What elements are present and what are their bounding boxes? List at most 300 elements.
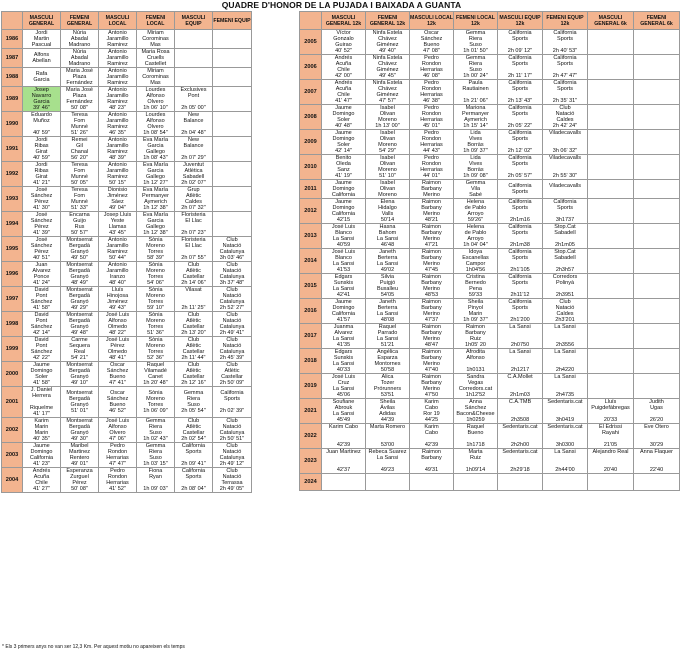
table-row xyxy=(2,237,252,262)
year-cell: 2012 xyxy=(300,199,322,224)
result-cell: California Sports xyxy=(498,180,543,199)
result-cell: José Sánchez Pérez 41' 39" xyxy=(23,212,61,237)
result-cell: Rebeca Suarez La Sansi 49'23 xyxy=(366,449,410,474)
result-cell: California Sports 2h1m16 xyxy=(498,199,543,224)
result-cell: California Sports 2h 09' 12" xyxy=(498,30,543,55)
result-cell: Corredors Polinyà 2h3951 xyxy=(543,274,588,299)
result-cell xyxy=(175,68,213,87)
result-cell: Raquel Bueno 1h1718 xyxy=(454,424,498,449)
result-cell: Isabel Olivan Moreno 1h 13' 00" xyxy=(366,105,410,130)
result-cell: Dionisio Jiménez Sáez 49' 04" xyxy=(99,187,137,212)
result-cell: Ninfa Estela Chávez Giménez 49' 45" xyxy=(366,55,410,80)
result-cell: Eve Otero 30'29 xyxy=(634,424,680,449)
table-row xyxy=(2,262,252,287)
result-cell: Club Natació Terrassa 2h 49' 05" xyxy=(213,468,252,493)
result-cell: Alfons Abellan xyxy=(23,49,61,68)
result-cell: José Sánchez Pérez 40' 51" xyxy=(23,237,61,262)
result-cell: Raimon Barbany Merino 47'21 xyxy=(410,224,454,249)
result-cell: Rafa Garcia xyxy=(23,68,61,87)
result-cell: Anna Sánchez Bacon&Cheese 1h0259 xyxy=(454,399,498,424)
result-cell: Exclusives Pont 2h 05' 00" xyxy=(175,87,213,112)
result-cell: La Sansi 2h44'00 xyxy=(543,449,588,474)
result-cell: Montserrat Bergadà Granyó 51' 01" xyxy=(61,387,99,418)
result-cell: Sònia Moreno Torres 54' 06" xyxy=(137,262,175,287)
result-cell: Antonio Jaramillo Ramirez 48' 23" xyxy=(99,87,137,112)
result-cell: J. Daniel Herrera Riquelme 41' 17" xyxy=(23,387,61,418)
result-cell: Karim Cabo 42'39 xyxy=(410,424,454,449)
result-cell: Cristina Bernedo Pena 59'33 xyxy=(454,274,498,299)
result-cell: Antonio Jaramillo Iranzo 48' 40" xyxy=(99,262,137,287)
table-row xyxy=(300,130,680,155)
result-cell: Montserrat Bergadà Granyó 48' 49" xyxy=(61,262,99,287)
result-cell: Soufiane Abrouk La Sansi 45'49 xyxy=(322,399,366,424)
result-cell: Marta Romero 53'00 xyxy=(366,424,410,449)
result-cell: Stop.Cat Sabadell 2h1m05 xyxy=(543,224,588,249)
result-cell xyxy=(634,374,680,399)
result-cell: Gemma Riera Suso 1h 02' 43" xyxy=(137,418,175,443)
result-cell: Gemma Riera Suso 1h 03' 15" xyxy=(137,443,175,468)
result-cell: Raimon Barbany Ruiz 1h05' 20 xyxy=(454,324,498,349)
result-cell: C.A.Mollet 2h1m03 xyxy=(498,374,543,399)
result-cell: Sedentaris.cat 2h2h00 xyxy=(498,424,543,449)
result-cell: Viladecavalls 3h 06' 32" xyxy=(543,130,588,155)
result-cell: Jaume Domingo Soler 42' 14" xyxy=(322,130,366,155)
result-cell: Sheila Ávilas Adidas 44'39 xyxy=(366,399,410,424)
result-cell xyxy=(454,474,498,491)
table-row xyxy=(300,249,680,274)
result-cell: Miriam Corominas Mas xyxy=(137,30,175,49)
result-cell: Raimon Barbany Merino 47'50 xyxy=(410,374,454,399)
result-cell xyxy=(634,30,680,55)
result-cell: Remei Gil Chanal 56' 20" xyxy=(61,137,99,162)
year-cell: 1988 xyxy=(2,68,23,87)
result-cell: Alejandro Real 20'40 xyxy=(588,449,634,474)
year-cell: 2000 xyxy=(2,362,23,387)
result-cell xyxy=(213,137,252,162)
result-cell: Karim Marin Marin 40' 35" xyxy=(23,418,61,443)
result-cell xyxy=(213,112,252,137)
result-cell: Karim Cabo Ror 19 44'25 xyxy=(410,399,454,424)
result-cell: Antonio Jaramillo Ramirez xyxy=(99,68,137,87)
result-cell: Jaume Domingo California xyxy=(322,180,366,199)
result-cell: Fiona Ryan 1h 09' 03" xyxy=(137,468,175,493)
result-cell: Maria José Plaza Fernández xyxy=(61,68,99,87)
result-cell xyxy=(543,474,588,491)
result-cell: New Balance 2h 07' 29" xyxy=(175,137,213,162)
result-cell xyxy=(588,224,634,249)
result-cell: Raquel Parrado La Sansi 51'21 xyxy=(366,324,410,349)
result-cell xyxy=(213,87,252,112)
result-cell: Ninfa Estela Chávez Giménez 47' 57" xyxy=(366,80,410,105)
result-cell: Floristeria El Llac 2h 07' 55" xyxy=(175,237,213,262)
result-cell: C.A.TMB 2h3508 xyxy=(498,399,543,424)
result-cell: Maria José Plaza Fernández 50' 08" xyxy=(61,87,99,112)
table-row xyxy=(2,287,252,312)
result-cell: Andrés Acuña Chile 42' 00" xyxy=(322,55,366,80)
result-cell: Raimon Barbany Merino 47'37 xyxy=(410,299,454,324)
result-cell: California Sports 2h1'105 xyxy=(498,249,543,274)
result-cell: Club Natació Catalunya 2h 49' 12" xyxy=(213,443,252,468)
result-cell: Gemma Vila Sabé xyxy=(454,180,498,199)
result-cell: Raimon Barbany Merino 48'47 xyxy=(410,324,454,349)
table-row xyxy=(300,424,680,449)
year-cell: 1993 xyxy=(2,187,23,212)
result-cell xyxy=(634,274,680,299)
result-cell: Lourdes Alfonso Olvero 1h 06' 10" xyxy=(137,87,175,112)
result-cell: Idoya Escanellas Campor 1h04'56 xyxy=(454,249,498,274)
result-cell: Encarna Guijo Rus 50' 57" xyxy=(61,212,99,237)
result-cell: Janeth Berterra La Sansi 48'08 xyxy=(366,299,410,324)
result-cell: Club Atlètic Castellar 2h 11' 44" xyxy=(175,337,213,362)
table-row xyxy=(2,87,252,112)
result-cell: Sandra Vegas Corredors.cat 1h12'52 xyxy=(454,374,498,399)
table-row xyxy=(300,474,680,491)
result-cell: José Luis Alfonso Olvero 47' 06" xyxy=(99,418,137,443)
result-cell xyxy=(588,155,634,180)
result-cell: Karim Cabo 42'39 xyxy=(322,424,366,449)
year-cell: 2018 xyxy=(300,349,322,374)
year-cell: 1997 xyxy=(2,287,23,312)
table-row xyxy=(2,187,252,212)
result-cell xyxy=(634,249,680,274)
column-header: FEMENI GENERAL xyxy=(61,12,99,30)
result-cell: David Pont Sánchez 41' 58" xyxy=(23,287,61,312)
result-cell xyxy=(588,249,634,274)
year-cell: 2009 xyxy=(300,130,322,155)
result-cell: Raquel Vilamadé Canet 1h 20' 48" xyxy=(137,362,175,387)
result-cell xyxy=(366,474,410,491)
table-row xyxy=(300,180,680,199)
year-cell: 2007 xyxy=(300,80,322,105)
result-cell: Club Atlètic Castellar 2h 50' 09" xyxy=(213,362,252,387)
result-cell: Maria Rosa Cruells Castellet xyxy=(137,49,175,68)
result-cell: Lida Vives Borràs 1h 09' 08" xyxy=(454,155,498,180)
year-cell: 2021 xyxy=(300,399,322,424)
result-cell: Oscar Sánchez Bueno 47' 41" xyxy=(99,362,137,387)
result-cell xyxy=(588,80,634,105)
result-cell: Raimon Barbany Merino 48'21 xyxy=(410,199,454,224)
result-cell: California Sports 2h11'12 xyxy=(498,274,543,299)
result-cell xyxy=(634,80,680,105)
result-cell: Jordi Ribas Girat 40' 59" xyxy=(23,137,61,162)
result-cell: Sedentaris.cat 3h0419 xyxy=(543,399,588,424)
result-cell: Silvia Puigjó Buxalleu 54'05 xyxy=(366,274,410,299)
table-row xyxy=(2,162,252,187)
result-cell: Lluís Puigdefàbregas 20'33 xyxy=(588,399,634,424)
result-cell xyxy=(588,474,634,491)
year-cell: 1990 xyxy=(2,112,23,137)
result-cell: Miriam Corominas Mas xyxy=(137,68,175,87)
result-cell: Gemma Riera Suso 2h 05' 54" xyxy=(175,387,213,418)
result-cell: Oscar Sánchez Bueno 46' 52" xyxy=(99,387,137,418)
result-cell: Jaume Domingo Soler 40' 48" xyxy=(322,105,366,130)
result-cell: Club Natació Catalunya 2h 52' 27" xyxy=(213,287,252,312)
year-cell: 1992 xyxy=(2,162,23,187)
table-row xyxy=(300,299,680,324)
result-cell: Juan Alvarez Ponce 41' 24" xyxy=(23,262,61,287)
result-cell: Helena de Pablo Arroyo 59'26" xyxy=(454,199,498,224)
column-header: MASCULI GENERAL 12k xyxy=(322,12,366,30)
result-cell: Josep Lluis Yeste Llamas 43' 45" xyxy=(99,212,137,237)
result-cell: Paula Rautiainen 1h 21' 06" xyxy=(454,80,498,105)
result-cell xyxy=(213,49,252,68)
result-cell: Sedentaris.cat 3h0300 xyxy=(543,424,588,449)
result-cell: Club Natació Catalunya 3h 37' 48" xyxy=(213,262,252,287)
result-cell: Stop.Cat Sabadell 2h3h57 xyxy=(543,249,588,274)
result-cell xyxy=(588,324,634,349)
result-cell xyxy=(410,474,454,491)
result-cell xyxy=(322,474,366,491)
result-cell: José Luis Blanco La Sansi 40'59 xyxy=(322,224,366,249)
result-cell: Eva María Garcia Gallego 1h 08' 43" xyxy=(137,137,175,162)
column-header: MASCULI GENERAL 6k xyxy=(588,12,634,30)
result-cell: Teresa Fom Munné 50' 05" xyxy=(61,162,99,187)
result-cell: Antonio Jaramillo Ramirez 48' 39" xyxy=(99,137,137,162)
year-cell: 2001 xyxy=(2,387,23,418)
year-cell: 2011 xyxy=(300,180,322,199)
table-row xyxy=(300,30,680,55)
result-cell: Helena de Pablo Arroyo 1h 04' 04" xyxy=(454,224,498,249)
table-row xyxy=(2,362,252,387)
result-cell: Janeth Berterra La Sansi 49'02 xyxy=(366,249,410,274)
result-cell: Jaume Domingo California 41' 23" xyxy=(23,443,61,468)
result-cell: Club Natació Catalunya 3h 03' 46" xyxy=(213,237,252,262)
result-cell xyxy=(588,130,634,155)
result-cell: Antonio Jaramillo Ramirez xyxy=(99,49,137,68)
result-cell: Eva María Permanyer Aymerich 1h 12' 38" xyxy=(137,187,175,212)
result-cell: Víctor Gonzalo Guirao 40' 52" xyxy=(322,30,366,55)
result-cell: Club Natació Catalunya 2h 50' 51" xyxy=(213,418,252,443)
result-cell: Judith Ugas 26'20 xyxy=(634,399,680,424)
result-cell: Pedro Rondon Herrarias 46' 08" xyxy=(410,55,454,80)
result-cell: Sònia Moreno Torres 1h 06' 09" xyxy=(137,387,175,418)
result-cell: Antonio Jaramillo Ramirez 50' 15" xyxy=(99,162,137,187)
result-cell: Club Atlètic Castellar 2h 14' 06" xyxy=(175,262,213,287)
result-cell: Marta Ruiz 1h09'14 xyxy=(454,449,498,474)
column-header xyxy=(2,12,23,30)
result-cell xyxy=(213,212,252,237)
result-cell: Jaume Domingo Soler 41' 58" xyxy=(23,362,61,387)
result-cell: Mariona Permanyer Aymerich 1h 15' 14" xyxy=(454,105,498,130)
footnote: * Els 3 primers anys no van ser 12,3 Km. Per aquest motiu no apareixen els temps xyxy=(2,644,185,650)
result-cell: Antonio Jaramillo Ramirez xyxy=(99,30,137,49)
result-cell: Teresa Fom Munné 51' 33" xyxy=(61,187,99,212)
result-cell: California Sports 2h 05' 57" xyxy=(498,155,543,180)
result-cell xyxy=(634,55,680,80)
result-cell: Afrodita Alfonso 1h0131 xyxy=(454,349,498,374)
result-cell: Sònia Moreno Torres 58' 39" xyxy=(137,237,175,262)
year-cell: 2004 xyxy=(2,468,23,493)
table-row xyxy=(300,374,680,399)
table-row xyxy=(2,337,252,362)
result-cell: La Sansi 2h1217 xyxy=(498,349,543,374)
result-cell: Gemma Riera Suso 1h 01' 50" xyxy=(454,30,498,55)
result-cell: José Luis Pérez Olmedo 48' 41" xyxy=(99,337,137,362)
result-cell: Jaume Domingo California 42'15 xyxy=(322,199,366,224)
result-cell: La Sansi 2h3556 xyxy=(543,324,588,349)
column-header: MASCULI EQUIP xyxy=(175,12,213,30)
year-cell: 2017 xyxy=(300,324,322,349)
column-header xyxy=(300,12,322,30)
result-cell xyxy=(588,180,634,199)
result-cell: José Luis Blanco La Sansi 41'53 xyxy=(322,249,366,274)
result-cell: Pedro Rondon Herrarias 47' 47" xyxy=(99,443,137,468)
result-cell: La Sansi 2h4220 xyxy=(543,349,588,374)
table-row xyxy=(2,68,252,87)
result-cell xyxy=(634,349,680,374)
year-cell: 2008 xyxy=(300,105,322,130)
result-cell: Teresa Fom Munné 51' 26" xyxy=(61,112,99,137)
result-cell: Lida Vives Borràs 1h 09' 37" xyxy=(454,130,498,155)
result-cell: José Luis Cruz La Sansi 45'06 xyxy=(322,374,366,399)
result-cell: Pedro Rondon Herrarias 45' 01" xyxy=(410,105,454,130)
result-cell xyxy=(634,474,680,491)
result-cell: José Sánchez Pérez 41' 30" xyxy=(23,187,61,212)
result-cell: Raimon Barbany Merino xyxy=(410,180,454,199)
table-row xyxy=(2,312,252,337)
table-row xyxy=(2,49,252,68)
result-cell: Raimon Barbany 49'31 xyxy=(410,449,454,474)
table-row xyxy=(2,387,252,418)
result-cell xyxy=(588,30,634,55)
column-header: MASCULI EQUIP 12k xyxy=(498,12,543,30)
result-cell: Montserrat Bergadà Granyó 49' 29" xyxy=(61,287,99,312)
table-row xyxy=(2,30,252,49)
result-cell xyxy=(588,55,634,80)
result-cell xyxy=(175,30,213,49)
result-cell: Montserrat Bergadà Granyó 49' 48" xyxy=(61,312,99,337)
table-row xyxy=(300,80,680,105)
result-cell: Juanma Alvarez La Sansi 41'35 xyxy=(322,324,366,349)
result-cell: Club Natació Caldes 2h 42' 24" xyxy=(543,105,588,130)
result-cell: Raimon Barbany Merino 47'40 xyxy=(410,349,454,374)
result-cell: El Edrissi Rayahi 21'05 xyxy=(588,424,634,449)
result-cell: California Sports 2h 40' 53" xyxy=(543,30,588,55)
result-cell: Lourdes Alfonso Olvero 1h 08' 54" xyxy=(137,112,175,137)
table-row xyxy=(300,105,680,130)
year-cell: 2005 xyxy=(300,30,322,55)
result-cell: California Sports 3h1737 xyxy=(543,199,588,224)
table-row xyxy=(300,399,680,424)
result-cell: Montserrat Bergadà Granyó 49' 50" xyxy=(61,237,99,262)
result-cell: Oscar Sánchez Bueno 47' 08" xyxy=(410,30,454,55)
result-cell xyxy=(213,30,252,49)
result-cell: Edgars Sunskis La Sansi 42'41 xyxy=(322,274,366,299)
result-cell: Montserrat Bergadà Granyó 49' 30" xyxy=(61,418,99,443)
result-cell xyxy=(588,374,634,399)
table-row xyxy=(2,418,252,443)
result-cell: Anna Flaquer 22'40 xyxy=(634,449,680,474)
table-row xyxy=(2,468,252,493)
result-cell: Pedro Rondon Herrarias 44' 43" xyxy=(410,130,454,155)
result-cell xyxy=(498,474,543,491)
result-cell: Club Atlètic Castellar 2h 12' 16" xyxy=(175,362,213,387)
column-header: MASCULI LOCAL xyxy=(99,12,137,30)
year-cell: 1994 xyxy=(2,212,23,237)
result-cell: Sònia Moreno Torres 52' 36" xyxy=(137,337,175,362)
result-cell: Grup Atlètic Caldes 2h 07' 32" xyxy=(175,187,213,212)
year-cell: 1999 xyxy=(2,337,23,362)
result-cell: Eva María Garcia Gallego 1h 12' 27" xyxy=(137,162,175,187)
result-cell: Club Natació Catalunya 2h 49' 41" xyxy=(213,312,252,337)
result-cell xyxy=(213,68,252,87)
result-cell xyxy=(634,180,680,199)
result-cell: Pedro Rondon Herrarias 46' 38" xyxy=(410,80,454,105)
result-cell: Benito Oleda Sanz 41' 19" xyxy=(322,155,366,180)
year-cell: 1989 xyxy=(2,87,23,112)
result-cell: Eduardo Muñoz 40' 59" xyxy=(23,112,61,137)
year-cell: 1986 xyxy=(2,30,23,49)
result-cell: Angélica Esparza Montornes 50'58 xyxy=(366,349,410,374)
page-title: QUADRE D'HONOR DE LA PUJADA I BAIXADA A GUANTA xyxy=(221,0,462,10)
result-cell: Floristeria El Llac 2h 07' 23" xyxy=(175,212,213,237)
column-header: FEMENI GENERAL 12k xyxy=(366,12,410,30)
result-cell: Isabel Olivan Moreno xyxy=(366,180,410,199)
year-cell: 2013 xyxy=(300,224,322,249)
table-row xyxy=(300,324,680,349)
result-cell: Alica Tozer Prórunners 53'51 xyxy=(366,374,410,399)
table-row xyxy=(2,212,252,237)
result-cell: Jaume Domingo California 41'57 xyxy=(322,299,366,324)
year-cell: 2019 xyxy=(300,374,322,399)
result-cell: Raimon Barbany Merino 48'53 xyxy=(410,274,454,299)
year-cell: 2022 xyxy=(300,424,322,449)
result-cell: Jordi Ribas Girat 41' 21" xyxy=(23,162,61,187)
result-cell: Juventut Atlètica Sabadell 2h 02' 07" xyxy=(175,162,213,187)
table-row xyxy=(300,55,680,80)
result-cell: California Sports 2h 09' 41" xyxy=(175,443,213,468)
result-cell: New Balance 2h 04' 48" xyxy=(175,112,213,137)
column-header: FEMENI GENERAL 6k xyxy=(634,12,680,30)
table-row xyxy=(300,274,680,299)
result-cell xyxy=(588,105,634,130)
result-cell: California Sports 2h 08' 04" xyxy=(175,468,213,493)
result-cell: La Sansi 2h4735 xyxy=(543,374,588,399)
year-cell: 1987 xyxy=(2,49,23,68)
result-cell xyxy=(634,155,680,180)
year-cell: 2002 xyxy=(2,418,23,443)
year-cell: 1996 xyxy=(2,262,23,287)
table-row xyxy=(300,199,680,224)
result-cell: Esperanza Zurguel Pérez 50' 08" xyxy=(61,468,99,493)
table-right xyxy=(299,11,680,491)
result-cell: Viladecavalls xyxy=(543,180,588,199)
result-cell: Sheila Pinyol Marin 1h 09' 37" xyxy=(454,299,498,324)
result-cell: Pedro Rondon Herrarias 41' 52" xyxy=(99,468,137,493)
result-cell: Isabel Olivan Moreno 54' 29" xyxy=(366,130,410,155)
table-row xyxy=(300,224,680,249)
year-cell: 2015 xyxy=(300,274,322,299)
result-cell xyxy=(175,49,213,68)
result-cell: Gemma Riera Suso 1h 00' 24" xyxy=(454,55,498,80)
column-header: MASCULI GENERAL xyxy=(23,12,61,30)
result-cell: Antonio Jaramillo Ramirez 46' 35" xyxy=(99,112,137,137)
table-left xyxy=(1,11,252,493)
result-cell: David Pont Sánchez 42' 14" xyxy=(23,312,61,337)
result-cell: California Sports 2h 12' 02" xyxy=(498,130,543,155)
result-cell xyxy=(588,199,634,224)
table-row xyxy=(300,349,680,374)
result-cell: Vilasat 2h 11' 25" xyxy=(175,287,213,312)
table-row xyxy=(2,137,252,162)
column-header: FEMENI EQUIP 12k xyxy=(543,12,588,30)
result-cell: California Sports 2h1'200 xyxy=(498,299,543,324)
result-cell: Hasna Bahom La Sansi 46'48 xyxy=(366,224,410,249)
result-cell: California Sports 2h 47' 47" xyxy=(543,55,588,80)
column-header: FEMENI EQUIP xyxy=(213,12,252,30)
column-header: FEMENI LOCAL xyxy=(137,12,175,30)
result-cell xyxy=(634,199,680,224)
